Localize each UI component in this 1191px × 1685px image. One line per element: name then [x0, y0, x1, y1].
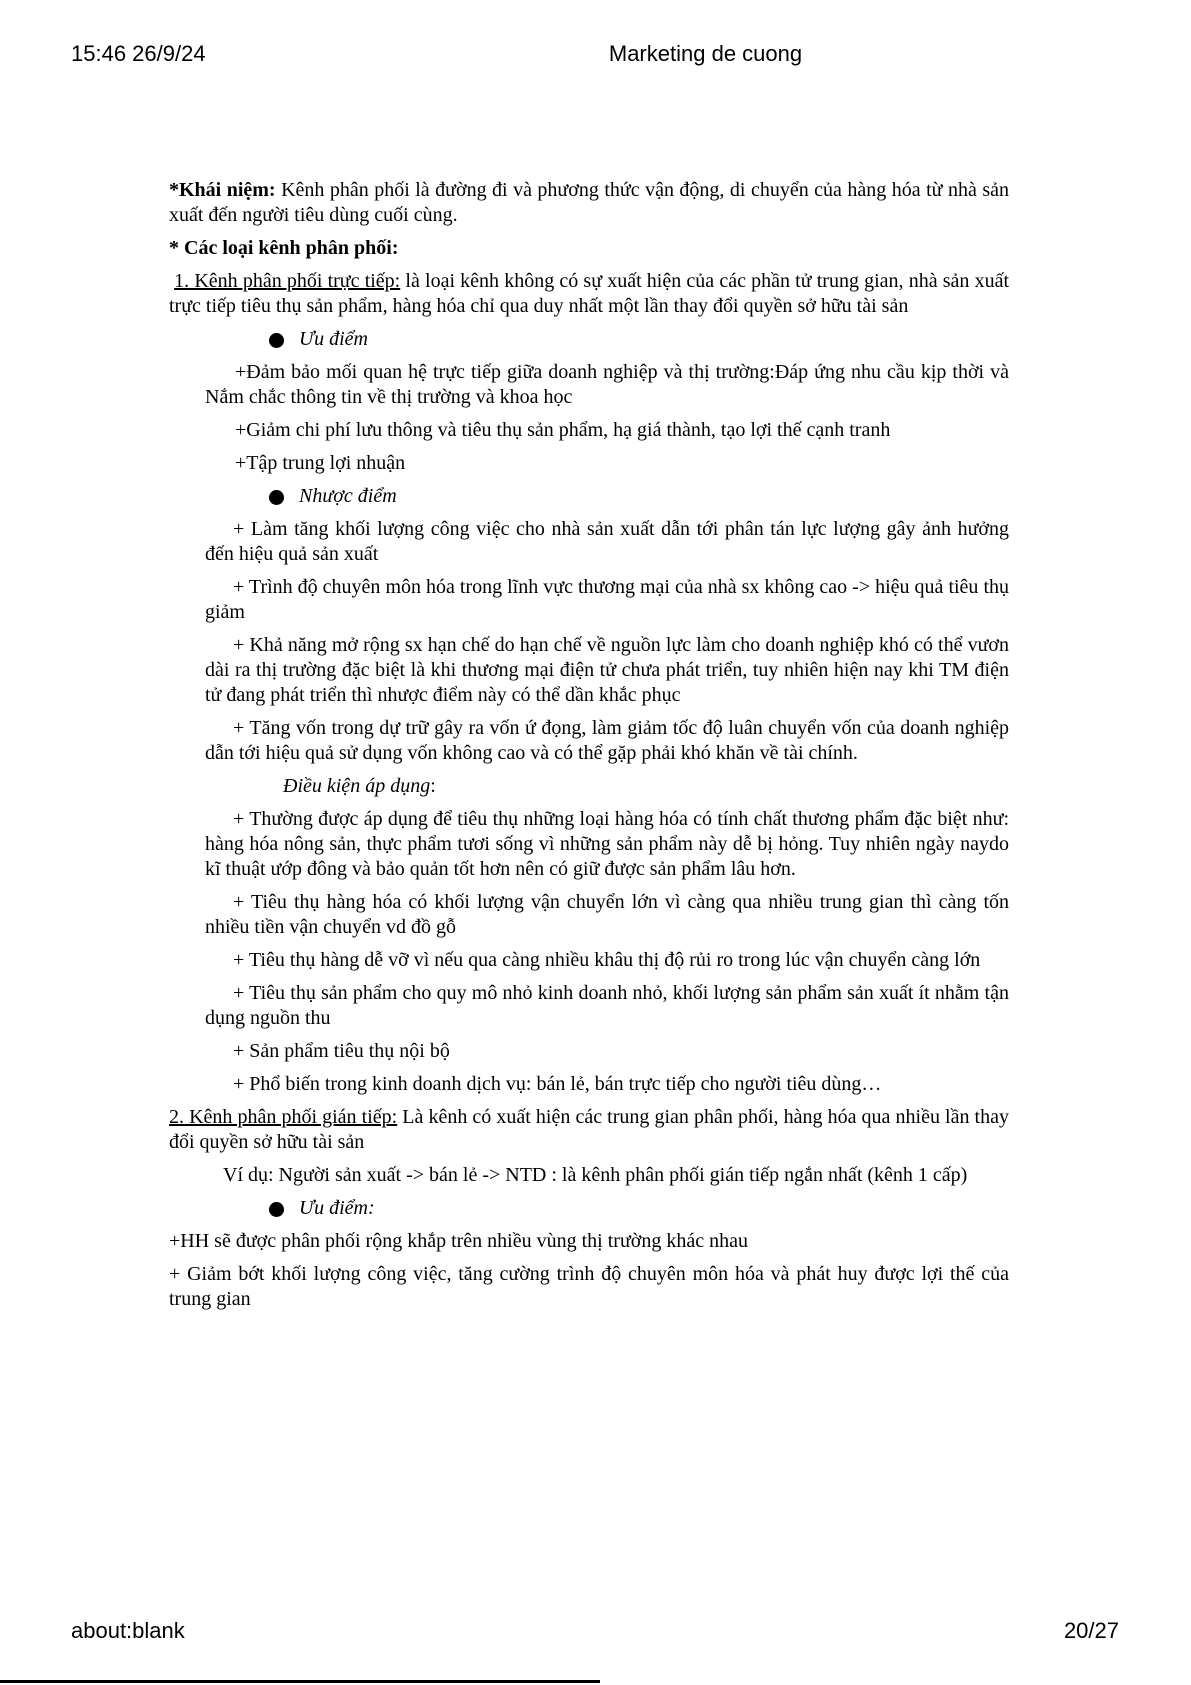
- page-number: 20/27: [1063, 1618, 1119, 1643]
- list-item: + Sản phẩm tiêu thụ nội bộ: [233, 1040, 450, 1062]
- list-item: + Trình độ chuyên môn hóa trong lĩnh vực thương mại của nhà sx không cao -> hiệu quả tiêu thụ giảm: [205, 576, 1009, 623]
- concept-paragraph: [169, 178, 1009, 228]
- indirect-channel-text: Là kênh có xuất hiện các trung gian phân phối, hàng hóa qua nhiều lần thay đổi quyền sở hữu tài sản: [169, 1106, 1009, 1153]
- list-item: + Phổ biến trong kinh doanh dịch vụ: bán lẻ, bán trực tiếp cho người tiêu dùng…: [233, 1073, 882, 1095]
- types-heading: * Các loại kênh phân phối:: [169, 237, 399, 259]
- document-title: Marketing de cuong: [608, 41, 803, 66]
- list-item: +Tập trung lợi nhuận: [235, 452, 406, 474]
- print-datetime: 15:46 26/9/24: [71, 41, 206, 66]
- example-paragraph: Ví dụ: Người sản xuất -> bán lẻ -> NTD : là kênh phân phối gián tiếp ngắn nhất (kênh 1 cấp): [223, 1164, 968, 1186]
- bullet-icon: [269, 490, 284, 505]
- direct-channel-paragraph: [169, 269, 1009, 319]
- list-item: + Thường được áp dụng để tiêu thụ những loại hàng hóa có tính chất thương phẩm đặc biệt như: hàng hóa nông sản, thực phẩm tươi sống vì những sản phẩm này dễ bị hỏng. Tuy nhiên ngày naydo kĩ thuật ướp đông và bảo quản tốt hơn nên có giữ được sản phẩm lâu hơn.: [205, 808, 1009, 880]
- list-item: + Làm tăng khối lượng công việc cho nhà sản xuất dẫn tới phân tán lực lượng gây ảnh hưởng đến hiệu quả sản xuất: [205, 518, 1009, 565]
- indirect-channel-title: 2. Kênh phân phối gián tiếp:: [169, 1106, 398, 1128]
- direct-channel-title: 1. Kênh phân phối trực tiếp:: [174, 270, 401, 292]
- footer-url: about:blank: [71, 1618, 185, 1643]
- list-item: + Tiêu thụ sản phẩm cho quy mô nhỏ kinh doanh nhỏ, khối lượng sản phẩm sản xuất ít nhằm tận dụng nguồn thu: [205, 982, 1009, 1029]
- list-item: +Đảm bảo mối quan hệ trực tiếp giữa doanh nghiệp và thị trường:Đáp ứng nhu cầu kịp thời và Nắm chắc thông tin về thị trường và khoa học: [205, 361, 1009, 408]
- advantages-bullet-2: Ưu điểm:: [169, 1196, 1009, 1221]
- list-item: + Tiêu thụ hàng dễ vỡ vì nếu qua càng nhiều khâu thị độ rủi ro trong lúc vận chuyển càng lớn: [233, 949, 981, 971]
- list-item: + Khả năng mở rộng sx hạn chế do hạn chế về nguồn lực làm cho doanh nghiệp khó có thể vươn dài ra thị trường đặc biệt là khi thương mại điện tử chưa phát triển, tuy nhiên hiện nay khi TM điện tử đang phát triển thì nhược điểm này có thể dần khắc phục: [205, 634, 1009, 706]
- list-item: + Tiêu thụ hàng hóa có khối lượng vận chuyển lớn vì càng qua nhiều trung gian thì càng tốn nhiều tiền vận chuyển vd đồ gỗ: [205, 891, 1009, 938]
- list-item: + Giảm bớt khối lượng công việc, tăng cường trình độ chuyên môn hóa và phát huy được lợi thế của trung gian: [169, 1263, 1009, 1310]
- direct-channel-text: là loại kênh không có sự xuất hiện của các phần tử trung gian, nhà sản xuất trực tiếp tiêu thụ sản phẩm, hàng hóa chỉ qua duy nhất một lần thay đổi quyền sở hữu tài sản: [169, 270, 1010, 317]
- list-item: + Tăng vốn trong dự trữ gây ra vốn ứ đọng, làm giảm tốc độ luân chuyển vốn của doanh nghiệp dẫn tới hiệu quả sử dụng vốn không cao và có thể gặp phải khó khăn về tài chính.: [205, 717, 1009, 764]
- concept-label: *Khái niệm:: [169, 179, 276, 201]
- list-item: +Giảm chi phí lưu thông và tiêu thụ sản phẩm, hạ giá thành, tạo lợi thế cạnh tranh: [235, 419, 891, 441]
- bullet-icon: [269, 333, 284, 348]
- document-body: [169, 178, 1009, 1320]
- concept-text: Kênh phân phối là đường đi và phương thức vận động, di chuyển của hàng hóa từ nhà sản xuất đến người tiêu dùng cuối cùng.: [169, 179, 1009, 226]
- bottom-divider: [0, 1680, 600, 1683]
- disadvantages-bullet: Nhược điểm: [169, 484, 1009, 509]
- conditions-heading: Điều kiện áp dụng:: [283, 775, 436, 797]
- list-item: +HH sẽ được phân phối rộng khắp trên nhiều vùng thị trường khác nhau: [169, 1230, 748, 1252]
- advantages-bullet: Ưu điểm: [169, 327, 1009, 352]
- bullet-icon: [269, 1202, 284, 1217]
- indirect-channel-paragraph: [169, 1105, 1009, 1155]
